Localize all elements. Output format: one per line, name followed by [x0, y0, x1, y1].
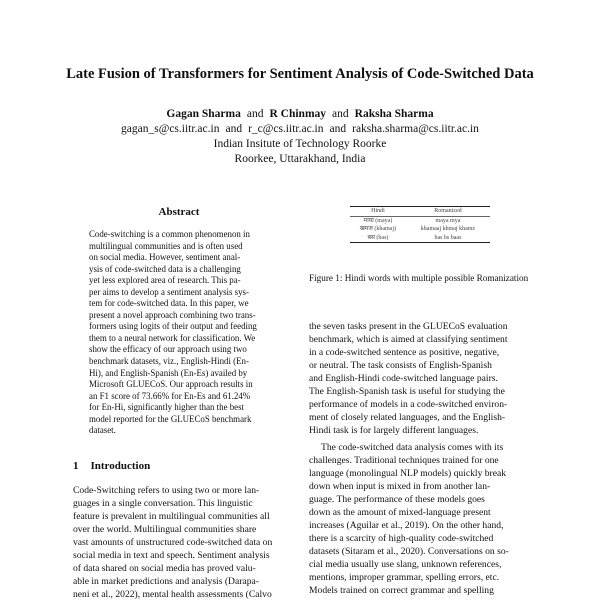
- institute: Indian Insitute of Technology Roorke: [213, 138, 387, 150]
- abstract-line: yet less explored area of research. This pa-: [89, 275, 241, 286]
- author-block: [40, 107, 560, 167]
- text-line: down when input is mixed in from another lan-: [309, 481, 491, 492]
- text-line: down as the amount of mixed-language present: [309, 507, 491, 518]
- intro-line: social media in text and speech. Sentiment analysis: [73, 550, 270, 561]
- table-cell: bas bs baas: [434, 234, 462, 241]
- paper-title: Late Fusion of Transformers for Sentiment Analysis of Code-Switched Data: [66, 66, 534, 82]
- intro-line: vast amounts of unstructured code-switched data on: [73, 537, 273, 548]
- abstract-line: benchmark datasets, viz., English-Hindi (En-: [89, 356, 249, 367]
- text-line: the seven tasks present in the GLUECoS evaluation: [309, 321, 508, 332]
- author-2: R Chinmay: [269, 108, 327, 120]
- text-line: benchmark, which is aimed at classifying sentiment: [309, 334, 508, 345]
- abstract-line: them to a neural network for classification. We: [89, 332, 256, 343]
- table-cell: खमज (khamaj): [359, 226, 396, 232]
- paragraph: [309, 441, 533, 597]
- author-emails: [40, 122, 560, 137]
- email-1: gagan_s@cs.iitr.ac.in: [121, 123, 220, 135]
- abstract-line: Hi), and English-Spanish (En-Es) availed by: [89, 367, 248, 378]
- table-cell: maya mya: [435, 217, 461, 224]
- section-title: Introduction: [90, 460, 151, 472]
- abstract-line: tem for code-switched data. In this paper, we: [89, 298, 249, 309]
- romanization-table: [350, 206, 490, 243]
- table-cell: बस (bas): [367, 234, 389, 241]
- text-line: and English-Hindi code-switched language pairs.: [309, 373, 498, 384]
- abstract-line: Code-switching is a common phenomenon in: [89, 229, 250, 239]
- abstract-line: model reported for the GLUECoS benchmark: [89, 413, 252, 424]
- location: Roorkee, Uttarakhand, India: [234, 153, 366, 165]
- text-line: mentions, improper grammar, spelling errors, etc.: [309, 572, 500, 583]
- abstract-line: dataset.: [89, 425, 116, 436]
- and-2: and: [332, 108, 349, 120]
- abstract-line: multilingual communities and is often used: [89, 240, 243, 251]
- intro-line: Code-Switching refers to using two or more lan-: [73, 485, 260, 496]
- table-cell: khamaaj khmaj khamz: [420, 226, 476, 232]
- author-1: Gagan Sharma: [166, 108, 241, 120]
- text-line: The code-switched data analysis comes with its: [321, 442, 504, 453]
- intro-line: neni et al., 2022), mental health assessments (Calvo: [73, 589, 272, 600]
- text-line: language (monolingual NLP models) quickly break: [309, 468, 507, 479]
- text-line: guage. The performance of these models goes: [309, 494, 485, 505]
- abstract-line: per aims to develop a sentiment analysis sys-: [89, 286, 249, 297]
- text-line: performance of models in a code-switched environ-: [309, 399, 508, 410]
- intro-line: of data shared on social media has proved valu-: [73, 563, 256, 574]
- table-cell: माया (maya): [363, 217, 393, 224]
- text-line: Hindi task is for largely different languages.: [309, 425, 479, 436]
- email-2: r_c@cs.iitr.ac.in: [248, 123, 324, 135]
- and-1: and: [246, 108, 264, 120]
- abstract-line: Microsoft GLUECoS. Our approach results in: [89, 379, 253, 390]
- intro-line: able in market predictions and analysis (Darapa-: [73, 576, 259, 587]
- table-row: [350, 216, 490, 225]
- table-row: [350, 225, 490, 234]
- email-3: raksha.sharma@cs.iitr.ac.in: [352, 123, 479, 135]
- intro-heading: [73, 460, 150, 472]
- author-names: [40, 107, 560, 122]
- abstract-line: for En-Hi, significantly higher than the best: [89, 402, 245, 413]
- section-number: 1: [73, 460, 79, 472]
- abstract-text: [89, 229, 277, 437]
- text-line: increases (Aguilar et al., 2019). On the other hand,: [309, 520, 504, 531]
- text-line: datasets (Sitaram et al., 2020). Conversations on so-: [309, 546, 509, 557]
- figure-table: [350, 206, 490, 243]
- author-3: Raksha Sharma: [354, 108, 434, 120]
- table-header-row: [350, 207, 490, 217]
- abstract-line: formers using logits of their output and feeding: [89, 321, 257, 332]
- table-row: [350, 234, 490, 243]
- paragraph: [309, 320, 533, 437]
- abstract-line: show the efficacy of our approach using two: [89, 344, 247, 355]
- text-line: challenges. Traditional techniques trained for one: [309, 455, 499, 466]
- intro-line: over the world. Multilingual communities share: [73, 524, 257, 535]
- text-line: or neutral. The task consists of English-Spanish: [309, 360, 492, 371]
- text-line: ment of closely related languages, and the English-: [309, 412, 506, 423]
- intro-text: [73, 484, 285, 601]
- text-line: Models trained on correct grammar and spelling: [309, 585, 494, 596]
- right-column-text: [309, 320, 533, 597]
- intro-line: guages in a single conversation. This linguistic: [73, 498, 253, 509]
- abstract-line: ysis of code-switched data is a challenging: [89, 263, 241, 274]
- col-header-hindi: Hindi: [371, 208, 385, 214]
- intro-line: feature is prevalent in multilingual communities all: [73, 511, 270, 522]
- abstract-line: present a novel approach combining two trans-: [89, 309, 256, 320]
- abstract-line: an F1 score of 73.66% for En-Es and 61.24%: [89, 390, 251, 401]
- text-line: there is a scarcity of high-quality code-switched: [309, 533, 494, 544]
- and-3: and: [225, 123, 243, 135]
- text-line: in a code-switched sentence as positive, negative,: [309, 347, 500, 358]
- text-line: cial media usually use slang, unknown references,: [309, 559, 502, 570]
- abstract-line: on social media. However, sentiment anal-: [89, 252, 241, 263]
- col-header-romanized: Romanized: [434, 208, 462, 214]
- abstract-heading: Abstract: [158, 206, 200, 218]
- and-4: and: [329, 123, 347, 135]
- figure-caption: Figure 1: Hindi words with multiple possible Romanization: [309, 273, 529, 283]
- text-line: The English-Spanish task is useful for studying the: [309, 386, 505, 397]
